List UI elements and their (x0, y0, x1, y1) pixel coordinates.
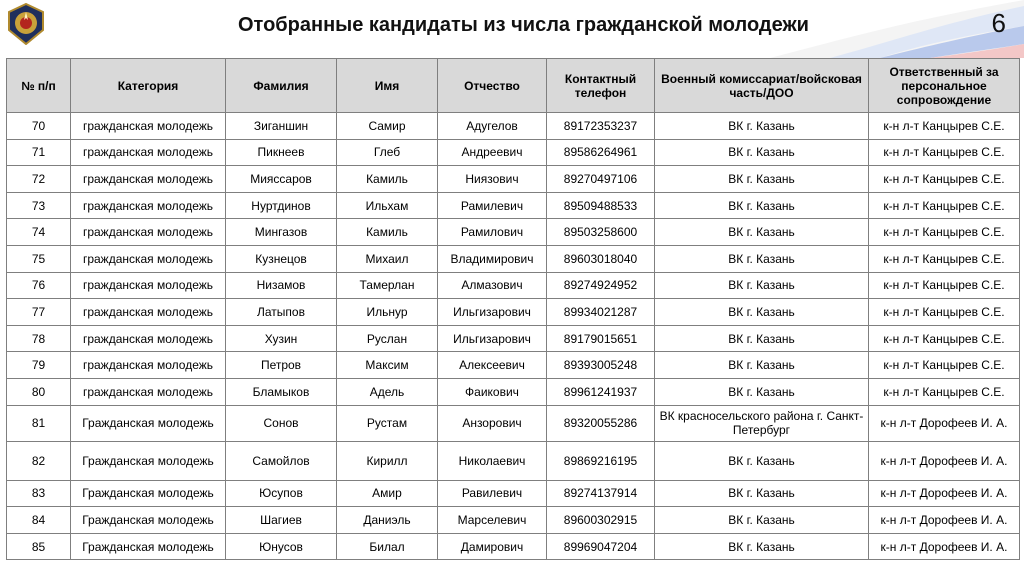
patronymic-cell: Рамилович (438, 219, 547, 246)
first-name-cell: Максим (337, 352, 438, 379)
patronymic-cell: Рамилевич (438, 192, 547, 219)
row-number-cell: 77 (7, 299, 71, 326)
column-header: Ответственный за персональное сопровождение (869, 59, 1020, 113)
surname-cell: Зиганшин (226, 113, 337, 140)
commissariat-cell: ВК г. Казань (655, 533, 869, 560)
column-header: Отчество (438, 59, 547, 113)
row-number-cell: 79 (7, 352, 71, 379)
row-number-cell: 80 (7, 378, 71, 405)
commissariat-cell: ВК г. Казань (655, 352, 869, 379)
phone-cell: 89869216195 (547, 441, 655, 480)
surname-cell: Самойлов (226, 441, 337, 480)
patronymic-cell: Владимирович (438, 245, 547, 272)
column-header: Контактный телефон (547, 59, 655, 113)
responsible-cell: к-н л-т Дорофеев И. А. (869, 441, 1020, 480)
first-name-cell: Ильнур (337, 299, 438, 326)
table-row (7, 480, 1020, 507)
table-row (7, 192, 1020, 219)
surname-cell: Нуртдинов (226, 192, 337, 219)
phone-cell: 89961241937 (547, 378, 655, 405)
surname-cell: Юнусов (226, 533, 337, 560)
commissariat-cell: ВК г. Казань (655, 299, 869, 326)
first-name-cell: Михаил (337, 245, 438, 272)
phone-cell: 89172353237 (547, 113, 655, 140)
phone-cell: 89274137914 (547, 480, 655, 507)
commissariat-cell: ВК г. Казань (655, 245, 869, 272)
responsible-cell: к-н л-т Канцырев С.Е. (869, 352, 1020, 379)
table-body (7, 113, 1020, 560)
row-number-cell: 75 (7, 245, 71, 272)
commissariat-cell: ВК г. Казань (655, 113, 869, 140)
table-row (7, 507, 1020, 534)
first-name-cell: Самир (337, 113, 438, 140)
column-header: Военный комиссариат/войсковая часть/ДОО (655, 59, 869, 113)
phone-cell: 89503258600 (547, 219, 655, 246)
category-cell: гражданская молодежь (71, 325, 226, 352)
phone-cell: 89969047204 (547, 533, 655, 560)
row-number-cell: 76 (7, 272, 71, 299)
responsible-cell: к-н л-т Дорофеев И. А. (869, 480, 1020, 507)
phone-cell: 89274924952 (547, 272, 655, 299)
category-cell: Гражданская молодежь (71, 441, 226, 480)
table-row (7, 299, 1020, 326)
first-name-cell: Кирилл (337, 441, 438, 480)
first-name-cell: Адель (337, 378, 438, 405)
first-name-cell: Камиль (337, 219, 438, 246)
surname-cell: Низамов (226, 272, 337, 299)
table-row (7, 272, 1020, 299)
category-cell: Гражданская молодежь (71, 405, 226, 441)
surname-cell: Шагиев (226, 507, 337, 534)
patronymic-cell: Ильгизарович (438, 299, 547, 326)
row-number-cell: 82 (7, 441, 71, 480)
patronymic-cell: Андреевич (438, 139, 547, 166)
first-name-cell: Глеб (337, 139, 438, 166)
table-row (7, 219, 1020, 246)
category-cell: гражданская молодежь (71, 245, 226, 272)
surname-cell: Латыпов (226, 299, 337, 326)
row-number-cell: 81 (7, 405, 71, 441)
row-number-cell: 73 (7, 192, 71, 219)
patronymic-cell: Алексеевич (438, 352, 547, 379)
surname-cell: Мияссаров (226, 166, 337, 193)
category-cell: Гражданская молодежь (71, 533, 226, 560)
patronymic-cell: Адугелов (438, 113, 547, 140)
phone-cell: 89603018040 (547, 245, 655, 272)
table-row (7, 405, 1020, 441)
patronymic-cell: Фаикович (438, 378, 547, 405)
patronymic-cell: Алмазович (438, 272, 547, 299)
surname-cell: Хузин (226, 325, 337, 352)
row-number-cell: 72 (7, 166, 71, 193)
row-number-cell: 74 (7, 219, 71, 246)
commissariat-cell: ВК красносельского района г. Санкт-Петербург (655, 405, 869, 441)
first-name-cell: Рустам (337, 405, 438, 441)
first-name-cell: Ильхам (337, 192, 438, 219)
category-cell: гражданская молодежь (71, 113, 226, 140)
first-name-cell: Даниэль (337, 507, 438, 534)
responsible-cell: к-н л-т Канцырев С.Е. (869, 245, 1020, 272)
table-row (7, 166, 1020, 193)
surname-cell: Бламыков (226, 378, 337, 405)
surname-cell: Пикнеев (226, 139, 337, 166)
category-cell: гражданская молодежь (71, 378, 226, 405)
first-name-cell: Билал (337, 533, 438, 560)
first-name-cell: Руслан (337, 325, 438, 352)
responsible-cell: к-н л-т Дорофеев И. А. (869, 533, 1020, 560)
commissariat-cell: ВК г. Казань (655, 507, 869, 534)
row-number-cell: 85 (7, 533, 71, 560)
candidates-table (6, 58, 1020, 560)
table-row (7, 139, 1020, 166)
column-header: Категория (71, 59, 226, 113)
first-name-cell: Камиль (337, 166, 438, 193)
surname-cell: Кузнецов (226, 245, 337, 272)
slide-header (0, 0, 1024, 58)
column-header: Фамилия (226, 59, 337, 113)
commissariat-cell: ВК г. Казань (655, 219, 869, 246)
phone-cell: 89179015651 (547, 325, 655, 352)
commissariat-cell: ВК г. Казань (655, 166, 869, 193)
patronymic-cell: Николаевич (438, 441, 547, 480)
commissariat-cell: ВК г. Казань (655, 272, 869, 299)
commissariat-cell: ВК г. Казань (655, 480, 869, 507)
category-cell: гражданская молодежь (71, 299, 226, 326)
responsible-cell: к-н л-т Канцырев С.Е. (869, 192, 1020, 219)
row-number-cell: 78 (7, 325, 71, 352)
category-cell: гражданская молодежь (71, 166, 226, 193)
category-cell: Гражданская молодежь (71, 480, 226, 507)
surname-cell: Петров (226, 352, 337, 379)
patronymic-cell: Марселевич (438, 507, 547, 534)
phone-cell: 89509488533 (547, 192, 655, 219)
phone-cell: 89934021287 (547, 299, 655, 326)
table-row (7, 245, 1020, 272)
first-name-cell: Амир (337, 480, 438, 507)
category-cell: гражданская молодежь (71, 352, 226, 379)
table-row (7, 325, 1020, 352)
row-number-cell: 83 (7, 480, 71, 507)
commissariat-cell: ВК г. Казань (655, 192, 869, 219)
responsible-cell: к-н л-т Канцырев С.Е. (869, 219, 1020, 246)
phone-cell: 89586264961 (547, 139, 655, 166)
responsible-cell: к-н л-т Дорофеев И. А. (869, 507, 1020, 534)
responsible-cell: к-н л-т Канцырев С.Е. (869, 378, 1020, 405)
row-number-cell: 70 (7, 113, 71, 140)
surname-cell: Юсупов (226, 480, 337, 507)
column-header: Имя (337, 59, 438, 113)
category-cell: гражданская молодежь (71, 272, 226, 299)
commissariat-cell: ВК г. Казань (655, 139, 869, 166)
commissariat-cell: ВК г. Казань (655, 325, 869, 352)
row-number-cell: 84 (7, 507, 71, 534)
emblem-icon (6, 3, 46, 45)
responsible-cell: к-н л-т Канцырев С.Е. (869, 272, 1020, 299)
phone-cell: 89600302915 (547, 507, 655, 534)
table-header-row (7, 59, 1020, 113)
table-row (7, 352, 1020, 379)
surname-cell: Мингазов (226, 219, 337, 246)
table-row (7, 441, 1020, 480)
patronymic-cell: Ильгизарович (438, 325, 547, 352)
first-name-cell: Тамерлан (337, 272, 438, 299)
responsible-cell: к-н л-т Дорофеев И. А. (869, 405, 1020, 441)
category-cell: Гражданская молодежь (71, 507, 226, 534)
patronymic-cell: Анзорович (438, 405, 547, 441)
table-row (7, 113, 1020, 140)
patronymic-cell: Ниязович (438, 166, 547, 193)
table-row (7, 533, 1020, 560)
page-number: 6 (991, 8, 1006, 38)
category-cell: гражданская молодежь (71, 219, 226, 246)
phone-cell: 89270497106 (547, 166, 655, 193)
surname-cell: Сонов (226, 405, 337, 441)
responsible-cell: к-н л-т Канцырев С.Е. (869, 113, 1020, 140)
category-cell: гражданская молодежь (71, 139, 226, 166)
phone-cell: 89393005248 (547, 352, 655, 379)
flag-decoration (770, 0, 1024, 58)
candidates-table-wrapper (6, 58, 1019, 560)
table-row (7, 378, 1020, 405)
commissariat-cell: ВК г. Казань (655, 441, 869, 480)
responsible-cell: к-н л-т Канцырев С.Е. (869, 166, 1020, 193)
responsible-cell: к-н л-т Канцырев С.Е. (869, 299, 1020, 326)
patronymic-cell: Равилевич (438, 480, 547, 507)
category-cell: гражданская молодежь (71, 192, 226, 219)
patronymic-cell: Дамирович (438, 533, 547, 560)
responsible-cell: к-н л-т Канцырев С.Е. (869, 139, 1020, 166)
responsible-cell: к-н л-т Канцырев С.Е. (869, 325, 1020, 352)
commissariat-cell: ВК г. Казань (655, 378, 869, 405)
phone-cell: 89320055286 (547, 405, 655, 441)
page-title: Отобранные кандидаты из числа гражданской молодежи (238, 14, 809, 36)
row-number-cell: 71 (7, 139, 71, 166)
column-header: № п/п (7, 59, 71, 113)
